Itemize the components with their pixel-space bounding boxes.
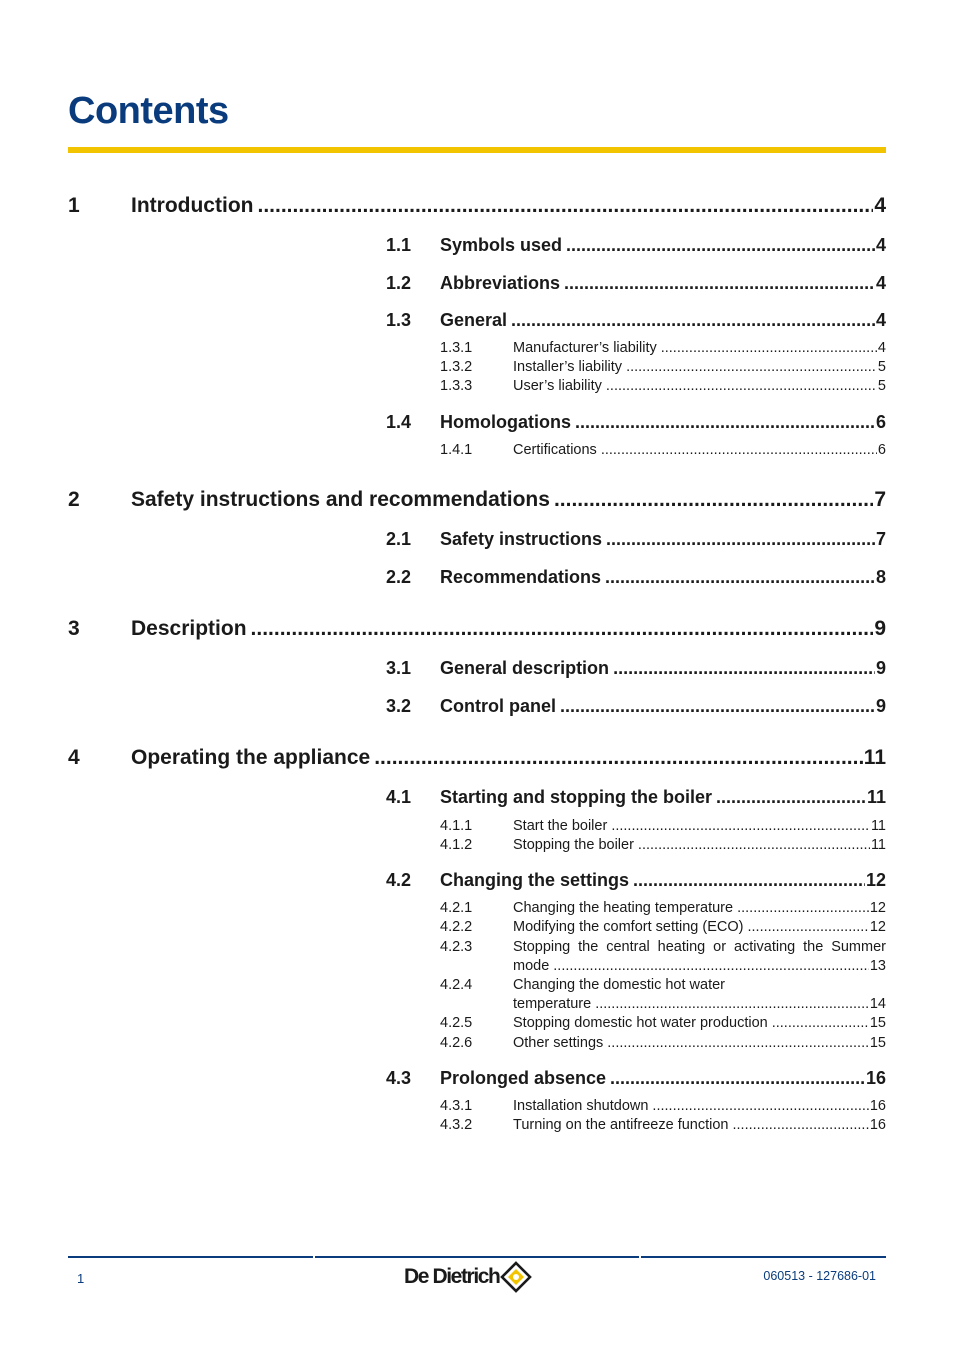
toc-entry-4-1-2[interactable] [440, 837, 886, 853]
toc-title: Symbols used [440, 235, 563, 255]
toc-entry-1-2[interactable] [386, 273, 886, 294]
toc-leader [374, 746, 863, 770]
footer-rule-gap [313, 1256, 315, 1258]
toc-title: Installer’s liability [513, 359, 623, 375]
toc-page: 4 [877, 340, 886, 356]
page-title: Contents [68, 90, 229, 132]
toc-title-line2: mode [513, 958, 550, 974]
toc-page: 12 [869, 919, 886, 935]
toc-entry-4-1[interactable] [386, 787, 886, 808]
brand-logo-text: De Dietrich [404, 1265, 500, 1288]
toc-entry-1-4-1[interactable] [440, 442, 886, 458]
toc-entry-4-2-6[interactable] [440, 1035, 886, 1051]
toc-title: Homologations [440, 412, 571, 432]
toc-page: 11 [870, 818, 886, 834]
toc-title: Control panel [440, 696, 556, 716]
toc-page: 13 [869, 958, 886, 974]
diamond-logo-icon [500, 1261, 532, 1293]
toc-page: 6 [877, 442, 886, 458]
toc-page: 5 [877, 378, 886, 394]
toc-number: 1.4 [386, 412, 412, 432]
toc-leader [610, 1068, 865, 1089]
toc-title-line2: temperature [513, 996, 592, 1012]
toc-leader [611, 818, 870, 834]
toc-entry-1-3[interactable] [386, 310, 886, 331]
toc-leader [553, 958, 869, 974]
toc-number: 1.1 [386, 235, 412, 255]
toc-entry-4-2-1[interactable] [440, 900, 886, 916]
toc-page: 16 [865, 1068, 886, 1088]
toc-number: 4.2.3 [440, 939, 473, 955]
toc-page: 7 [874, 488, 886, 511]
toc-title: Stopping domestic hot water production [513, 1015, 768, 1031]
toc-number: 3.1 [386, 658, 412, 678]
toc-number: 1 [68, 194, 80, 217]
toc-title: Other settings [513, 1035, 604, 1051]
toc-entry-4-1-1[interactable] [440, 818, 886, 834]
toc-number: 4.1 [386, 787, 412, 807]
toc-title: Description [131, 617, 247, 640]
toc-leader [511, 310, 875, 331]
toc-leader [606, 378, 877, 394]
toc-page: 4 [875, 273, 886, 293]
toc-title: Recommendations [440, 567, 602, 587]
toc-title: General [440, 310, 508, 330]
toc-number: 4 [68, 746, 80, 769]
toc-leader [564, 273, 875, 294]
toc-number: 3.2 [386, 696, 412, 716]
toc-title: Abbreviations [440, 273, 561, 293]
toc-leader [607, 1035, 869, 1051]
toc-number: 1.4.1 [440, 442, 473, 458]
toc-title: Starting and stopping the boiler [440, 787, 712, 807]
toc-number: 1.3.3 [440, 378, 473, 394]
toc-page: 8 [875, 567, 886, 587]
toc-number: 2.2 [386, 567, 412, 587]
toc-number: 2 [68, 488, 80, 511]
toc-number: 3 [68, 617, 80, 640]
footer-rule-gap [639, 1256, 641, 1258]
toc-entry-4-3-1[interactable] [440, 1098, 886, 1114]
toc-entry-3[interactable] [68, 617, 886, 641]
toc-title-line1: Changing the domestic hot water [513, 977, 725, 993]
toc-entry-2-1[interactable] [386, 529, 886, 550]
toc-entry-4-3-2[interactable] [440, 1117, 886, 1133]
toc-number: 4.3.2 [440, 1117, 473, 1133]
toc-title: Operating the appliance [131, 746, 371, 769]
toc-leader [566, 235, 875, 256]
toc-page: 16 [869, 1098, 886, 1114]
toc-page: 12 [869, 900, 886, 916]
toc-page: 9 [875, 658, 886, 678]
toc-entry-4[interactable] [68, 746, 886, 770]
toc-page: 12 [865, 870, 886, 890]
toc-number: 4.2.2 [440, 919, 473, 935]
toc-entry-2[interactable] [68, 488, 886, 512]
toc-title: User’s liability [513, 378, 602, 394]
toc-page: 5 [877, 359, 886, 375]
toc-number: 4.3 [386, 1068, 412, 1088]
toc-title: Stopping the boiler [513, 837, 634, 853]
toc-number: 1.3 [386, 310, 412, 330]
toc-entry-1-3-2[interactable] [440, 359, 886, 375]
toc-page: 7 [875, 529, 886, 549]
toc-entry-1-3-3[interactable] [440, 378, 886, 394]
toc-title: Certifications [513, 442, 597, 458]
toc-leader [633, 870, 865, 891]
toc-title: Changing the settings [440, 870, 629, 890]
toc-title: Manufacturer’s liability [513, 340, 657, 356]
toc-title: Prolonged absence [440, 1068, 607, 1088]
toc-leader [661, 340, 877, 356]
toc-number: 4.2.4 [440, 977, 473, 993]
toc-page: 16 [869, 1117, 886, 1133]
toc-page: 15 [869, 1035, 886, 1051]
toc-number: 1.3.2 [440, 359, 473, 375]
footer-document-reference: 060513 - 127686-01 [763, 1269, 876, 1283]
toc-entry-4-3[interactable] [386, 1068, 886, 1089]
toc-leader [575, 412, 875, 433]
toc-number: 4.3.1 [440, 1098, 473, 1114]
toc-entry-4-2[interactable] [386, 870, 886, 891]
toc-entry-4-2-2[interactable] [440, 919, 886, 935]
toc-leader [772, 1015, 869, 1031]
toc-page: 11 [866, 787, 886, 807]
toc-title: Start the boiler [513, 818, 608, 834]
toc-entry-3-2[interactable] [386, 696, 886, 717]
footer-rule [68, 1256, 886, 1258]
toc-leader [626, 359, 877, 375]
toc-leader [554, 488, 873, 512]
toc-page: 4 [875, 310, 886, 330]
toc-number: 4.1.1 [440, 818, 473, 834]
toc-title: Turning on the antifreeze function [513, 1117, 729, 1133]
toc-number: 4.2.1 [440, 900, 473, 916]
title-underline [68, 147, 886, 153]
toc-title: Modifying the comfort setting (ECO) [513, 919, 744, 935]
toc-title: Changing the heating temperature [513, 900, 734, 916]
toc-leader [595, 996, 869, 1012]
toc-leader [605, 567, 875, 588]
toc-page: 11 [863, 746, 886, 769]
toc-title: General description [440, 658, 610, 678]
toc-title: Safety instructions [440, 529, 603, 549]
toc-leader [560, 696, 875, 717]
toc-leader [606, 529, 875, 550]
toc-entry-1-3-1[interactable] [440, 340, 886, 356]
toc-leader [652, 1098, 868, 1114]
toc-number: 1.2 [386, 273, 412, 293]
toc-leader [733, 1117, 869, 1133]
toc-leader [737, 900, 869, 916]
toc-entry-1[interactable] [68, 194, 886, 218]
toc-leader [613, 658, 875, 679]
toc-entry-1-4[interactable] [386, 412, 886, 433]
toc-number: 4.2.6 [440, 1035, 473, 1051]
toc-page: 9 [875, 696, 886, 716]
toc-entry-2-2[interactable] [386, 567, 886, 588]
toc-number: 2.1 [386, 529, 412, 549]
toc-entry-3-1[interactable] [386, 658, 886, 679]
toc-page: 6 [875, 412, 886, 432]
toc-page: 9 [874, 617, 886, 640]
toc-title: Introduction [131, 194, 254, 217]
toc-leader [716, 787, 866, 808]
toc-title-line1: Stopping the central heating or activating the Summer [513, 939, 886, 955]
toc-leader [251, 617, 874, 641]
toc-entry-4-2-5[interactable] [440, 1015, 886, 1031]
toc-number: 4.1.2 [440, 837, 473, 853]
toc-page: 11 [870, 837, 886, 853]
toc-number: 1.3.1 [440, 340, 473, 356]
toc-title: Installation shutdown [513, 1098, 649, 1114]
footer-page-number: 1 [77, 1271, 85, 1286]
toc-title: Safety instructions and recommendations [131, 488, 550, 511]
toc-page: 15 [869, 1015, 886, 1031]
brand-logo [404, 1261, 532, 1293]
toc-leader [638, 837, 870, 853]
toc-entry-1-1[interactable] [386, 235, 886, 256]
toc-page: 14 [869, 996, 886, 1012]
toc-number: 4.2.5 [440, 1015, 473, 1031]
toc-page: 4 [874, 194, 886, 217]
toc-leader [257, 194, 873, 218]
toc-page: 4 [875, 235, 886, 255]
toc-leader [601, 442, 877, 458]
toc-leader [747, 919, 868, 935]
toc-number: 4.2 [386, 870, 412, 890]
